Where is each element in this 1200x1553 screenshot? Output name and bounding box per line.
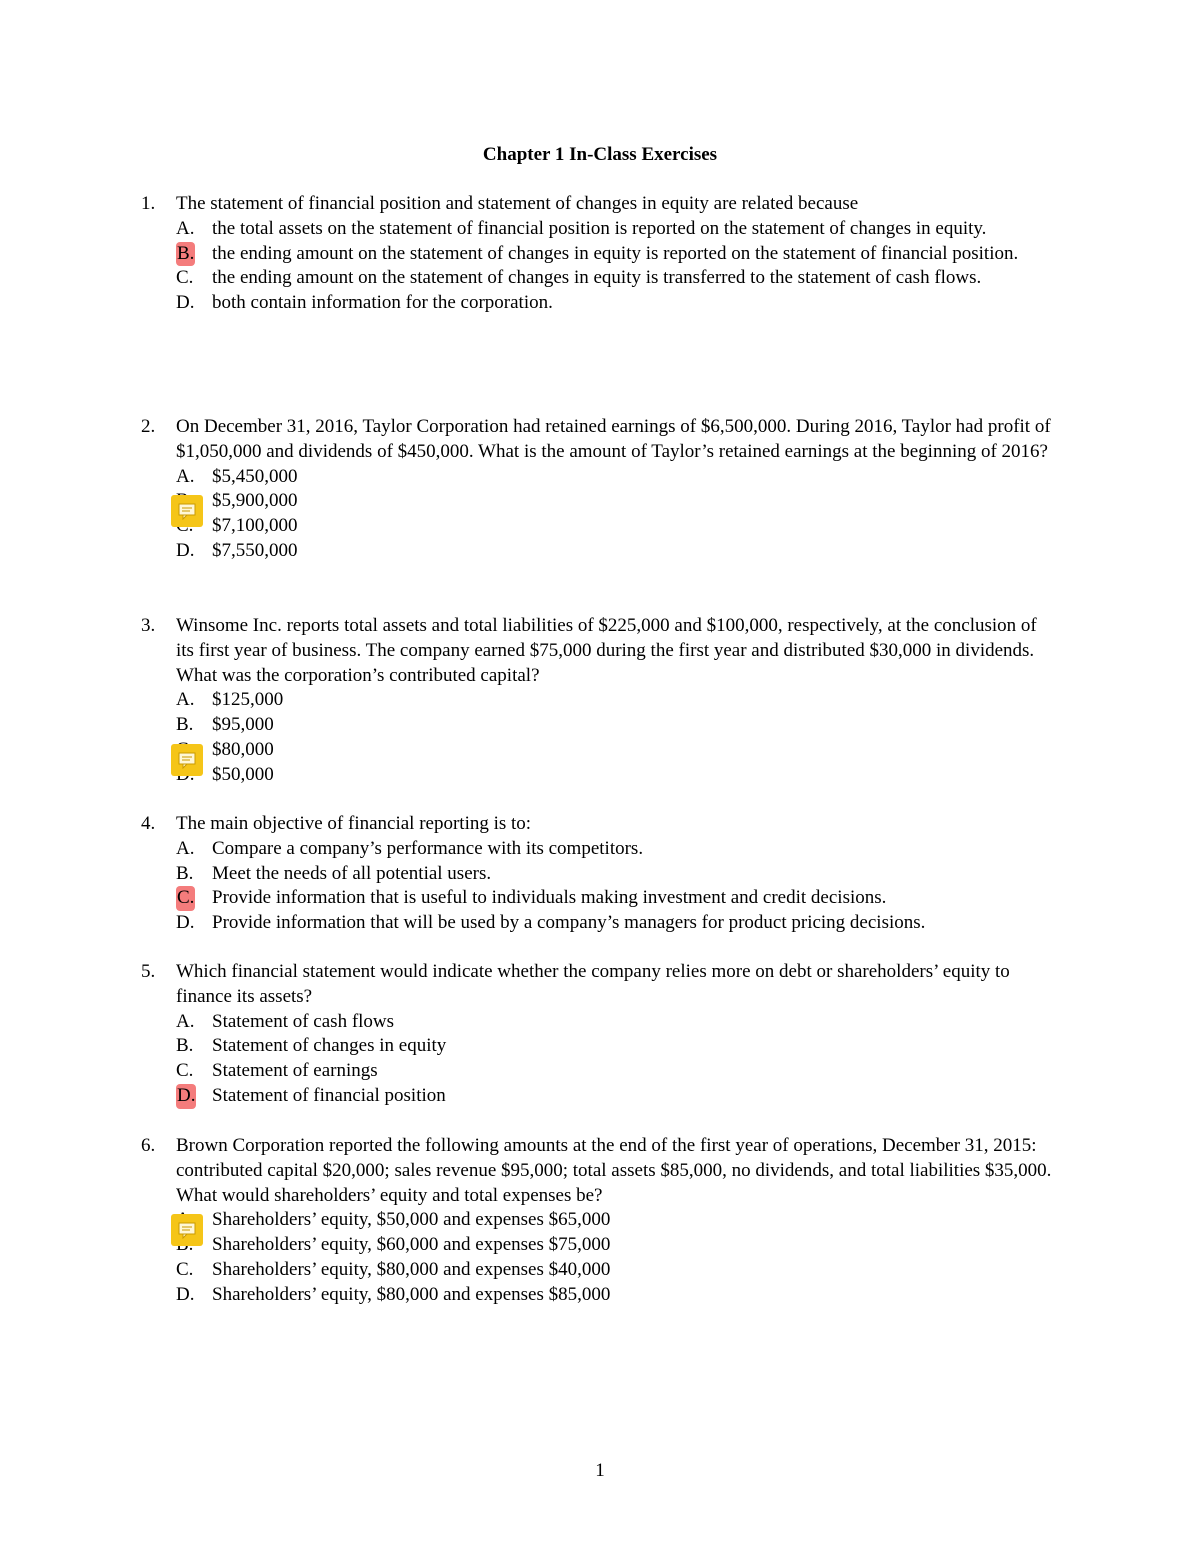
comment-note-icon[interactable] (171, 744, 203, 776)
option-answer (176, 738, 1056, 763)
option (176, 1034, 1056, 1059)
option-letter: A. (176, 689, 195, 711)
page-title: Chapter 1 In-Class Exercises (482, 144, 718, 165)
option-answer (176, 1084, 1056, 1109)
option (176, 1010, 1056, 1035)
option (176, 713, 1056, 738)
page-number: 1 (595, 1460, 605, 1481)
option (176, 1059, 1056, 1084)
question-number: 6. (141, 1135, 156, 1156)
option-letter: A. (176, 1010, 195, 1032)
option (176, 1283, 1056, 1308)
option (176, 1258, 1056, 1283)
options-list (176, 837, 1056, 936)
option (176, 217, 1056, 242)
question-text: Winsome Inc. reports total assets and total liabilities of $225,000 and $100,000, respectively, at the conclusion of its first year of business. The company earned $75,000 during the first year and distributed $30,000 in dividends. What was the corporation’s contributed capital? (176, 615, 1037, 686)
option (176, 291, 1056, 316)
option-text: Statement of cash flows (212, 1010, 395, 1032)
option-letter: D. (176, 539, 195, 561)
option-text: Statement of financial position (212, 1084, 446, 1106)
question-text: Which financial statement would indicate whether the company relies more on debt or shareholders’ equity to finance its assets? (176, 961, 1010, 1007)
option (176, 763, 1056, 788)
option-text: both contain information for the corporation. (212, 292, 553, 314)
option-text: $7,550,000 (212, 539, 298, 561)
option-text: $125,000 (212, 689, 284, 711)
question-text: On December 31, 2016, Taylor Corporation had retained earnings of $6,500,000. During 2016, Taylor had profit of $1,050,000 and dividends of $450,000. What is the amount of Taylor’s retained earnings at the beginning of 2016? (176, 416, 1051, 462)
question-text: The main objective of financial reporting is to: (176, 813, 532, 834)
option-text: Meet the needs of all potential users. (212, 862, 492, 884)
question-number: 5. (141, 961, 156, 982)
option-answer (176, 242, 1056, 267)
option-letter: A. (176, 837, 195, 859)
option-letter: D. (176, 1283, 195, 1305)
option-text: $80,000 (212, 738, 274, 760)
option-text: $95,000 (212, 714, 274, 736)
option-text: $50,000 (212, 763, 274, 785)
option-letter: C. (176, 1060, 194, 1082)
question-number: 4. (141, 813, 156, 834)
question-1 (0, 192, 1200, 316)
option-text: Statement of earnings (212, 1060, 378, 1082)
question-6 (0, 1134, 1200, 1308)
option (176, 465, 1056, 490)
options-list (176, 1208, 1056, 1307)
question-5 (0, 960, 1200, 1109)
option-text: the ending amount on the statement of changes in equity is transferred to the statement of cash flows. (212, 267, 982, 289)
option-text: $5,450,000 (212, 465, 298, 487)
option-text: the total assets on the statement of financial position is reported on the statement of changes in equity. (212, 217, 987, 239)
option-letter: B. (176, 714, 194, 736)
option-text: Shareholders’ equity, $80,000 and expenses $40,000 (212, 1258, 611, 1280)
option-text: Shareholders’ equity, $50,000 and expenses $65,000 (212, 1209, 611, 1231)
question-2 (0, 415, 1200, 564)
option-text: Compare a company’s performance with its competitors. (212, 837, 644, 859)
option (176, 266, 1056, 291)
option-letter: A. (176, 465, 195, 487)
option-text: Shareholders’ equity, $80,000 and expenses $85,000 (212, 1283, 611, 1305)
question-number: 1. (141, 193, 156, 214)
question-3 (0, 614, 1200, 788)
options-list (176, 1010, 1056, 1109)
option-letter: D. (176, 912, 195, 934)
options-list (176, 688, 1056, 787)
comment-note-icon[interactable] (171, 495, 203, 527)
comment-note-icon[interactable] (171, 1214, 203, 1246)
option-answer (176, 1208, 1056, 1233)
options-list (176, 217, 1056, 316)
option (176, 539, 1056, 564)
options-list (176, 465, 1056, 564)
option-letter: C. (176, 267, 194, 289)
option-text: Provide information that will be used by a company’s managers for product pricing decisions. (212, 912, 926, 934)
answer-highlight[interactable]: C. (176, 886, 195, 911)
option-letter: C. (176, 1258, 194, 1280)
option (176, 1233, 1056, 1258)
option-text: $5,900,000 (212, 490, 298, 512)
option-text: Provide information that is useful to individuals making investment and credit decisions. (212, 887, 887, 909)
option-answer (176, 489, 1056, 514)
question-number: 3. (141, 615, 156, 636)
option-letter: A. (176, 217, 195, 239)
question-4 (0, 812, 1200, 936)
option-text: Statement of changes in equity (212, 1035, 447, 1057)
question-number: 2. (141, 416, 156, 437)
option (176, 911, 1056, 936)
question-text: The statement of financial position and statement of changes in equity are related because (176, 193, 859, 214)
option-letter: D. (176, 292, 195, 314)
option-text: $7,100,000 (212, 515, 298, 537)
option-text: Shareholders’ equity, $60,000 and expenses $75,000 (212, 1234, 611, 1256)
option (176, 688, 1056, 713)
option-answer (176, 886, 1056, 911)
option (176, 514, 1056, 539)
option (176, 837, 1056, 862)
answer-highlight[interactable]: D. (176, 1084, 196, 1109)
option-letter: B. (176, 1035, 194, 1057)
answer-highlight[interactable]: B. (176, 242, 195, 267)
option-text: the ending amount on the statement of changes in equity is reported on the statement of financial position. (212, 242, 1019, 264)
option (176, 862, 1056, 887)
question-text: Brown Corporation reported the following amounts at the end of the first year of operations, December 31, 2015: contributed capital $20,000; sales revenue $95,000; total assets $85,000, no dividends, and total liabilities $35,000. What would shareholders’ equity and total expenses be? (176, 1135, 1052, 1206)
option-letter: B. (176, 862, 194, 884)
